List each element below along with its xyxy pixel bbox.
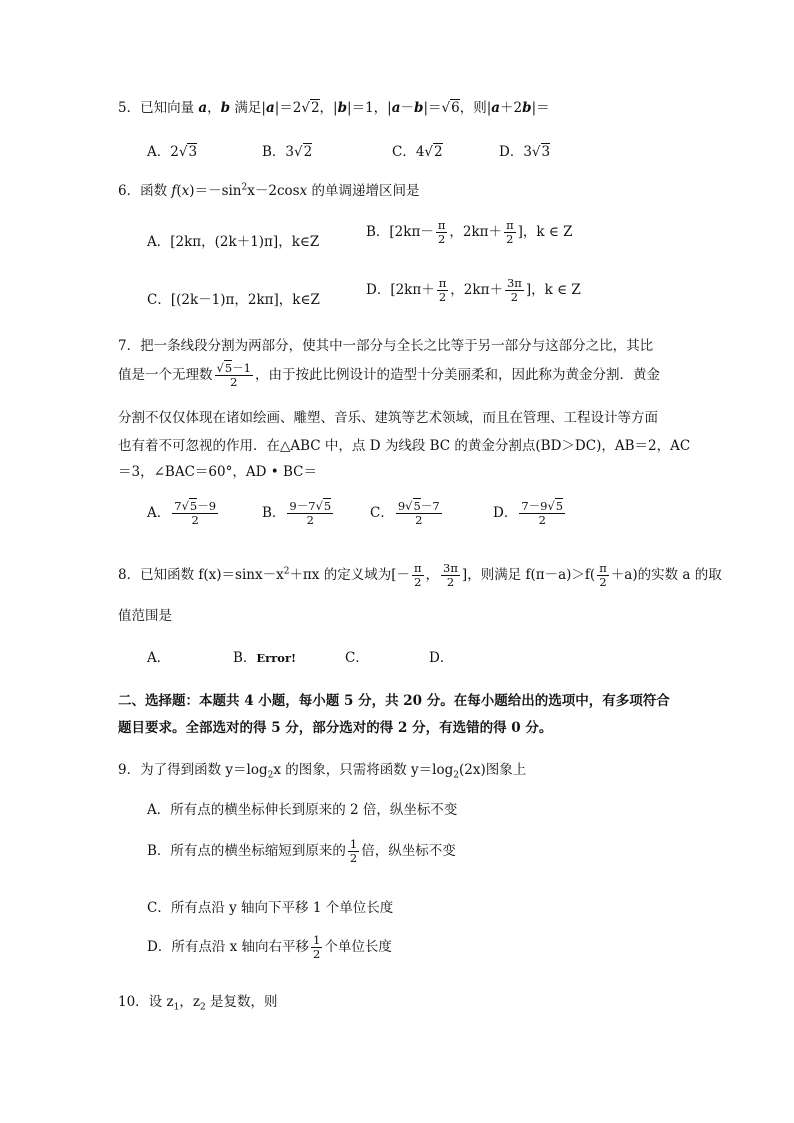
section-2-heading-line-1: 二、选择题：本题共 4 小题，每小题 5 分，共 20 分。在每小题给出的选项中，有多项符合 [118,693,670,709]
q7-option-c: C． $\frac{9√5-7}{2}$ [370,499,440,527]
q9-option-b: B．所有点的横坐标缩短到原来的 $\frac{1}{2}$ 倍，纵坐标不变 [147,837,456,865]
q5-option-d: D．3√3 [499,144,551,160]
section-2-heading-line-2: 题目要求。全部选对的得 5 分，部分选对的得 2 分，有选错的得 0 分。 [118,720,553,736]
q5-stem: 5．已知向量 a，b 满足|a|＝2√2，|b|＝1，|a－b|＝√6，则|a＋2b|＝ [118,100,550,116]
q5-option-c: C．4√2 [392,144,443,160]
q6-stem: 6．函数 $f(x)=-\sin^2x-2\cos x$ 的单调递增区间是 [118,182,420,199]
q8-option-b: B．Error! [233,650,297,666]
q8-option-a: A． [147,650,171,666]
sqrt-2: √2 [301,100,320,116]
q9-stem: 9．为了得到函数 $y=\log_2x$ 的图象，只需将函数 $y=\log_2(2x)$图象上 [118,762,527,781]
q10-stem: 10．设 $z_1$，$z_2$ 是复数，则 [118,994,278,1013]
q9-option-d: D．所有点沿 x 轴向右平移 $\frac{1}{2}$ 个单位长度 [147,933,392,961]
error-field: Error! [256,651,297,665]
fraction-pi-over-2: $\frac{\pi}{2}$ [506,218,514,246]
q8-option-c: C． [345,650,369,666]
q5-option-a: A．2√3 [147,144,198,160]
q7-option-b: B． $\frac{9-7√5}{2}$ [262,499,332,527]
q8-line-1: 8．已知函数 $f(x)=\sin x-x^2+\pi x$ 的定义域为[－ $\frac{\pi}{2}$ ， $\frac{3\pi}{2}$ ]，则满足 f(π－a)＞f( $\frac{\pi}{2}$ ＋a)的实数 a 的取 [118,561,722,589]
q8-line-2: 值范围是 [118,608,172,624]
golden-ratio-fraction: $\frac{√5-1}{2}$ [216,361,251,389]
q9-option-c: C．所有点沿 y 轴向下平移 1 个单位长度 [147,900,394,916]
q6-option-c: C．[(2k－1)π，2kπ]，k∈Z [147,292,320,308]
q7-line-5: ＝3，∠BAC＝60°，AD • BC＝ [118,464,317,480]
fraction-pi-over-2: $\frac{\pi}{2}$ [438,276,447,304]
fraction-pi-over-2: $\frac{\pi}{2}$ [437,218,446,246]
q7-line-2: 值是一个无理数 $\frac{√5-1}{2}$ ，由于按此比例设计的造型十分美丽柔和，因此称为黄金分割．黄金 [118,361,660,389]
q9-option-a: A．所有点的横坐标伸长到原来的 2 倍，纵坐标不变 [147,802,458,818]
q7-line-3: 分割不仅仅体现在诸如绘画、雕塑、音乐、建筑等艺术领域，而且在管理、工程设计等方面 [118,410,658,426]
q7-line-1: 7．把一条线段分割为两部分，使其中一部分与全长之比等于另一部分与这部分之比，其比 [118,338,654,354]
q5-option-b: B．3√2 [262,144,313,160]
q7-option-d: D． $\frac{7-9√5}{2}$ [493,499,564,527]
q6-option-b: B．[2kπ－ $\frac{\pi}{2}$ ，2kπ＋ $\frac{\pi}{2}$ ]，k ∈ Z [366,218,573,246]
q7-line-4: 也有着不可忽视的作用．在△ABC 中，点 D 为线段 BC 的黄金分割点(BD＞DC)，AB＝2，AC [118,438,691,454]
sqrt-6: √6 [441,100,460,116]
fraction-3pi-over-2: $\frac{3\pi}{2}$ [506,276,522,304]
q7-option-a: A． $\frac{7√5-9}{2}$ [147,499,217,527]
q6-option-d: D．[2kπ＋ $\frac{\pi}{2}$ ，2kπ＋ $\frac{3\pi}{2}$ ]，k ∈ Z [366,276,581,304]
q6-option-a: A．[2kπ，(2k＋1)π]，k∈Z [147,234,320,250]
q8-option-d: D． [429,650,454,666]
